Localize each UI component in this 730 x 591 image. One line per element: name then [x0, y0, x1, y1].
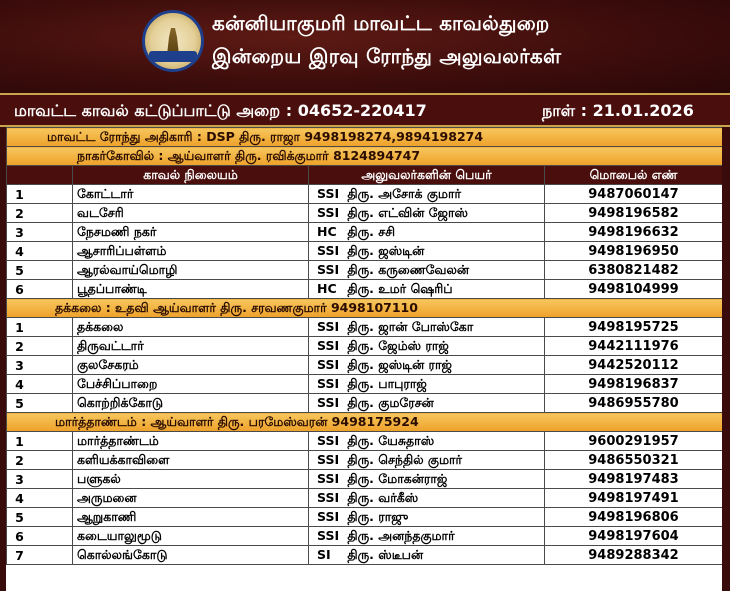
police-station: கொற்றிக்கோடு	[73, 394, 309, 413]
nagercoil-inspector: நாகர்கோவில் : ஆய்வாளர் திரு. ரவிக்குமார் 8124894747	[7, 147, 723, 166]
police-station: ஆரல்வாய்மொழி	[73, 261, 309, 280]
officer-rank: SSI	[317, 394, 340, 410]
serial-number: 4	[7, 375, 73, 394]
patrol-table-container	[6, 127, 722, 591]
officer-rank: SSI	[317, 470, 340, 486]
police-station: பூதப்பாண்டி	[73, 280, 309, 299]
officer-rank: SI	[317, 546, 331, 562]
page-header	[0, 0, 730, 93]
police-station: அருமனை	[73, 489, 309, 508]
officer-rank: SSI	[317, 451, 340, 467]
control-room-number: மாவட்ட காவல் கட்டுப்பாட்டு அறை : 04652-220417	[14, 101, 427, 120]
zone-inspector: தக்கலை : உதவி ஆய்வாளர் திரு. சரவணகுமார் 9498107110	[7, 299, 723, 318]
police-station: மார்த்தாண்டம்	[73, 432, 309, 451]
officer-name: திரு. ஜஸ்டின்	[347, 242, 425, 258]
officer-cell	[309, 280, 545, 299]
officer-name: திரு. ஸ்டீபன்	[347, 546, 424, 562]
serial-number: 3	[7, 223, 73, 242]
officer-cell	[309, 204, 545, 223]
officer-cell	[309, 375, 545, 394]
police-station: ஆறுகாணி	[73, 508, 309, 527]
serial-number: 7	[7, 546, 73, 565]
table-row	[7, 356, 723, 375]
officer-rank: SSI	[317, 185, 340, 201]
serial-number: 3	[7, 470, 73, 489]
officer-cell	[309, 527, 545, 546]
mobile-number: 9498195725	[545, 318, 723, 337]
officer-cell	[309, 185, 545, 204]
officer-name: திரு. பாபுராஜ்	[347, 375, 427, 391]
officer-cell	[309, 337, 545, 356]
mobile-number: 9486955780	[545, 394, 723, 413]
police-station: பேச்சிப்பாறை	[73, 375, 309, 394]
officer-rank: HC	[317, 280, 337, 296]
police-station: வடசேரி	[73, 204, 309, 223]
officer-rank: SSI	[317, 261, 340, 277]
column-header-serial	[7, 166, 73, 185]
officer-rank: SSI	[317, 204, 340, 220]
officer-rank: SSI	[317, 356, 340, 372]
dsp-officer: மாவட்ட ரோந்து அதிகாரி : DSP திரு. ராஜா 9498198274,9894198274	[7, 128, 723, 147]
officer-rank: SSI	[317, 242, 340, 258]
officer-name: திரு. ராஜு	[347, 508, 409, 524]
mobile-number: 9498196632	[545, 223, 723, 242]
mobile-number: 9498197483	[545, 470, 723, 489]
table-header-row	[7, 166, 723, 185]
officer-name: திரு. ஜஸ்டின் ராஜ்	[347, 356, 452, 372]
officer-cell	[309, 489, 545, 508]
zone-inspector: மார்த்தாண்டம் : ஆய்வாளர் திரு. பரமேஸ்வரன் 9498175924	[7, 413, 723, 432]
officer-name: திரு. கருணைவேலன்	[347, 261, 469, 277]
serial-number: 1	[7, 185, 73, 204]
serial-number: 5	[7, 261, 73, 280]
police-station: கடையாலுமூடு	[73, 527, 309, 546]
officer-name: திரு. குமரேசன்	[347, 394, 434, 410]
officer-cell	[309, 318, 545, 337]
officer-name: திரு. ஜேம்ஸ் ராஜ்	[347, 337, 449, 353]
table-row	[7, 432, 723, 451]
mobile-number: 9487060147	[545, 185, 723, 204]
mobile-number: 9498196582	[545, 204, 723, 223]
table-row	[7, 242, 723, 261]
table-row	[7, 185, 723, 204]
officer-name: திரு. ஜான் போஸ்கோ	[347, 318, 474, 334]
officer-name: திரு. செந்தில் குமார்	[347, 451, 463, 467]
table-row	[7, 489, 723, 508]
officer-rank: SSI	[317, 432, 340, 448]
district-police-title: கன்னியாகுமரி மாவட்ட காவல்துறை	[212, 11, 550, 35]
officer-rank: SSI	[317, 337, 340, 353]
officer-rank: HC	[317, 223, 337, 239]
zone-header-row	[7, 299, 723, 318]
table-row	[7, 280, 723, 299]
dsp-band	[7, 128, 723, 147]
table-row	[7, 223, 723, 242]
officer-name: திரு. யேசுதாஸ்	[347, 432, 435, 448]
officer-rank: SSI	[317, 489, 340, 505]
patrol-officers-table	[6, 127, 722, 565]
table-row	[7, 451, 723, 470]
serial-number: 1	[7, 318, 73, 337]
police-station: பளுகல்	[73, 470, 309, 489]
officer-cell	[309, 242, 545, 261]
officer-name: திரு. மோகன்ராஜ்	[347, 470, 448, 486]
table-row	[7, 261, 723, 280]
police-station: கோட்டார்	[73, 185, 309, 204]
mobile-number: 9486550321	[545, 451, 723, 470]
serial-number: 3	[7, 356, 73, 375]
officer-name: திரு. அனந்தகுமார்	[347, 527, 455, 543]
officer-rank: SSI	[317, 375, 340, 391]
officer-name: திரு. உமர் ஷெரிப்	[347, 280, 453, 296]
table-row	[7, 204, 723, 223]
officer-cell	[309, 451, 545, 470]
mobile-number: 9442520112	[545, 356, 723, 375]
serial-number: 5	[7, 508, 73, 527]
mobile-number: 9498196950	[545, 242, 723, 261]
officer-name: திரு. அசோக் குமார்	[347, 185, 462, 201]
officer-cell	[309, 356, 545, 375]
control-room-bar	[0, 93, 730, 127]
serial-number: 6	[7, 280, 73, 299]
officer-cell	[309, 223, 545, 242]
column-header-officer: அலுவலர்களின் பெயர்	[309, 166, 545, 185]
officer-rank: SSI	[317, 527, 340, 543]
mobile-number: 9498196806	[545, 508, 723, 527]
night-patrol-title: இன்றைய இரவு ரோந்து அலுவலர்கள்	[212, 44, 562, 68]
table-row	[7, 527, 723, 546]
officer-rank: SSI	[317, 508, 340, 524]
mobile-number: 9498104999	[545, 280, 723, 299]
table-row	[7, 470, 723, 489]
officer-cell	[309, 432, 545, 451]
officer-name: திரு. சசி	[347, 223, 395, 239]
table-row	[7, 337, 723, 356]
officer-cell	[309, 470, 545, 489]
officer-name: திரு. வர்கீஸ்	[347, 489, 419, 505]
table-row	[7, 508, 723, 527]
police-station: களியக்காவிளை	[73, 451, 309, 470]
serial-number: 4	[7, 242, 73, 261]
police-station: கொல்லங்கோடு	[73, 546, 309, 565]
mobile-number: 9442111976	[545, 337, 723, 356]
police-station: திருவட்டார்	[73, 337, 309, 356]
police-station: குலசேகரம்	[73, 356, 309, 375]
table-row	[7, 375, 723, 394]
serial-number: 2	[7, 337, 73, 356]
mobile-number: 9600291957	[545, 432, 723, 451]
serial-number: 4	[7, 489, 73, 508]
zone-header-row	[7, 413, 723, 432]
column-header-mobile: மொபைல் எண்	[545, 166, 723, 185]
police-station: நேசமணி நகர்	[73, 223, 309, 242]
serial-number: 2	[7, 451, 73, 470]
mobile-number: 9498196837	[545, 375, 723, 394]
officer-cell	[309, 261, 545, 280]
emblem-ribbon	[149, 51, 197, 62]
officer-cell	[309, 508, 545, 527]
serial-number: 6	[7, 527, 73, 546]
report-date: நாள் : 21.01.2026	[542, 101, 694, 120]
officer-name: திரு. எட்வின் ஜோஸ்	[347, 204, 468, 220]
table-row	[7, 394, 723, 413]
table-row	[7, 318, 723, 337]
police-emblem-icon	[142, 10, 204, 72]
officer-cell	[309, 546, 545, 565]
police-station: தக்கலை	[73, 318, 309, 337]
serial-number: 1	[7, 432, 73, 451]
inspector-band	[7, 147, 723, 166]
officer-cell	[309, 394, 545, 413]
serial-number: 5	[7, 394, 73, 413]
police-station: ஆசாரிப்பள்ளம்	[73, 242, 309, 261]
serial-number: 2	[7, 204, 73, 223]
mobile-number: 6380821482	[545, 261, 723, 280]
column-header-station: காவல் நிலையம்	[73, 166, 309, 185]
mobile-number: 9489288342	[545, 546, 723, 565]
mobile-number: 9498197491	[545, 489, 723, 508]
table-row	[7, 546, 723, 565]
officer-rank: SSI	[317, 318, 340, 334]
mobile-number: 9498197604	[545, 527, 723, 546]
